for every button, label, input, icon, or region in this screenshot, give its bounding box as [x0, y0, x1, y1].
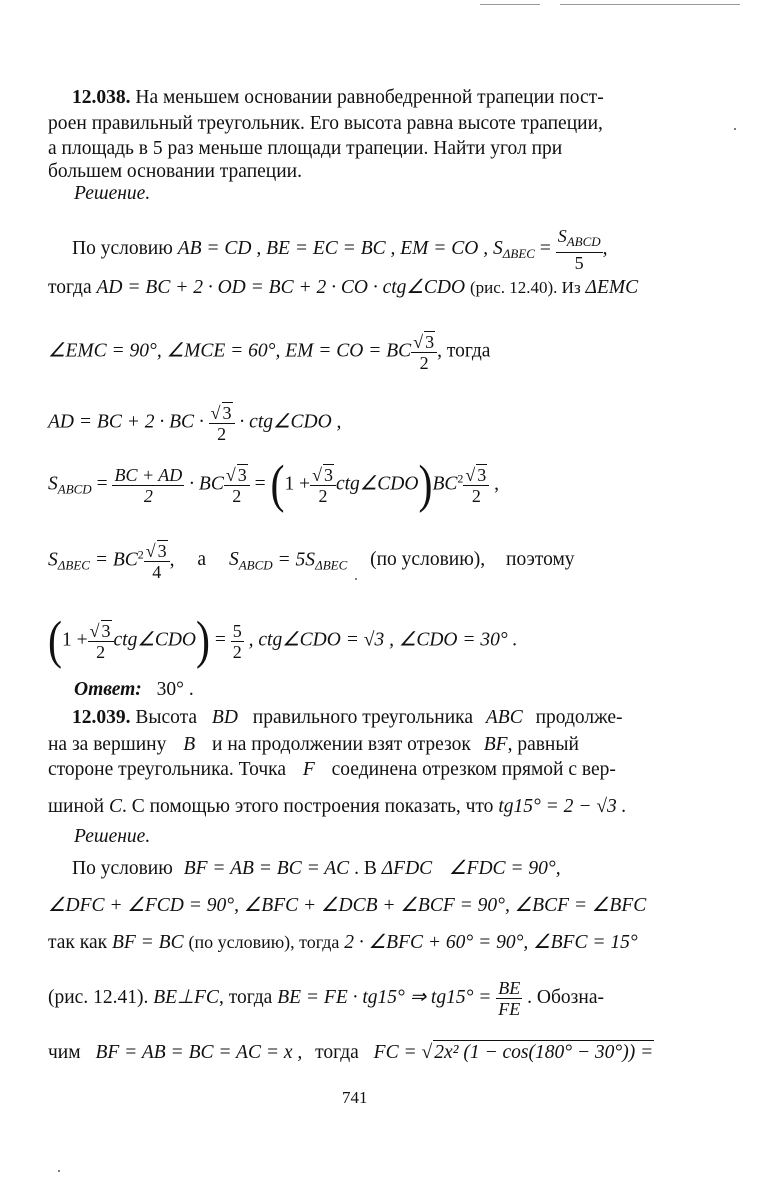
fraction: $\frac{BC + AD}{2}$	[114, 464, 183, 506]
fraction: $\frac{5}{2}$	[232, 620, 242, 662]
equation-tg15: (рис. 12.41). BE⊥FC, тогда BE = FE · tg15° ⇒ tg15° = $\frac{BE}{FE}$ . Обозна-	[48, 978, 604, 1019]
equation-ad: тогда AD = BC + 2 · OD = BC + 2 · CO · ctg∠CDO (рис. 12.40). Из ΔEMC	[48, 277, 639, 298]
answer	[74, 678, 194, 702]
equation-ctg: (1 + $\frac{√ 3}{2}$ ctg∠CDO) = $\frac{5}{2}$ , ctg∠CDO = √3 , ∠CDO = 30° .	[48, 612, 518, 670]
top-scan-rule	[560, 4, 740, 5]
equation-area-triangle: $S_{\Delta BEC} = BC^2$ $\frac{√ 3}{4}$ , а $S_{ABCD} = 5S_{\Delta BEC}$ (по условию), поэтому	[48, 541, 575, 582]
fraction: $\frac{BE}{FE}$	[498, 978, 521, 1019]
solution-label: Решение.	[74, 826, 151, 847]
fraction: $\frac{√ 3}{2}$	[310, 464, 336, 506]
fraction: $\frac{√ 3}{2}$	[88, 620, 114, 662]
fraction: $\frac{S_{ABCD}}{5}$	[557, 226, 601, 273]
answer-label: Ответ:	[74, 679, 142, 700]
problem-number: 12.039.	[72, 707, 131, 728]
fraction: $\frac{√ 3}{2}$	[209, 402, 235, 444]
equation-ad-expanded: AD = BC + 2 · BC · $\frac{√ 3}{2}$ · ctg∠CDO ,	[48, 403, 342, 444]
page-number: 741	[342, 1088, 368, 1107]
fraction: $\frac{√ 3}{2}$	[463, 464, 489, 506]
problem-12-039-line-1: 12.039. Высота BD правильного треугольника ABC продолже-	[72, 707, 623, 728]
fraction: $\frac{√ 3}{2}$	[411, 331, 437, 373]
equation-bfc: так как BF = BC (по условию), тогда 2 · ∠BFC + 60° = 90°, ∠BFC = 15°	[48, 932, 638, 953]
problem-12-039-line-3: стороне треугольника. Точка F соединена отрезком прямой с вер-	[48, 759, 616, 780]
fraction: $\frac{√ 3}{4}$	[144, 540, 170, 582]
equation-area-trapezoid: $S_{ABCD}$ = $\frac{BC + AD}{2}$ · BC $\frac{√ 3}{2}$ = (1 + $\frac{√ 3}{2}$ $ctg\angle CDO)BC^2$ $\frac{√ 3}{2}$ ,	[48, 456, 500, 514]
problem-12-038-line-4: большем основании трапеции.	[48, 161, 302, 182]
scan-speck	[58, 1170, 60, 1172]
top-scan-rule	[480, 4, 540, 5]
fraction: $\frac{√ 3}{2}$	[224, 464, 250, 506]
problem-12-039-line-4: шиной C. С помощью этого построения показать, что tg15° = 2 − √3 .	[48, 796, 627, 817]
problem-12-039-line-2: на за вершину B и на продолжении взят отрезок BF, равный	[48, 734, 579, 755]
equation-angle-sums: ∠DFC + ∠FCD = 90°, ∠BFC + ∠DCB + ∠BCF = 90°, ∠BCF = ∠BFC	[48, 895, 647, 916]
problem-12-038-line-1: 12.038. На меньшем основании равнобедренной трапеции пост-	[72, 87, 604, 108]
answer-value: 30° .	[156, 679, 194, 700]
equation-condition: По условию AB = CD , BE = EC = BC , EM = CO , $S_{\Delta BEC}$ = $\frac{S_{ABCD}}{5}$ ,	[72, 226, 608, 273]
problem-12-038-line-2: роен правильный треугольник. Его высота равна высоте трапеции,	[48, 113, 603, 134]
problem-number: 12.038.	[72, 87, 131, 108]
problem-12-038-line-3: а площадь в 5 раз меньше площади трапеции. Найти угол при	[48, 138, 563, 159]
equation-fc: чим BF = AB = BC = AC = x , тогда FC = √ 2x² (1 − cos(180° − 30°)) =	[48, 1042, 654, 1063]
equation-angles: ∠EMC = 90°, ∠MCE = 60°, EM = CO = BC $\frac{√ 3}{2}$ , тогда	[48, 332, 491, 373]
scan-speck	[734, 128, 736, 130]
solution-label: Решение.	[74, 183, 151, 204]
equation-conditions-2: По условию BF = AB = BC = AC . В ΔFDC ∠FDC = 90°,	[72, 858, 561, 879]
